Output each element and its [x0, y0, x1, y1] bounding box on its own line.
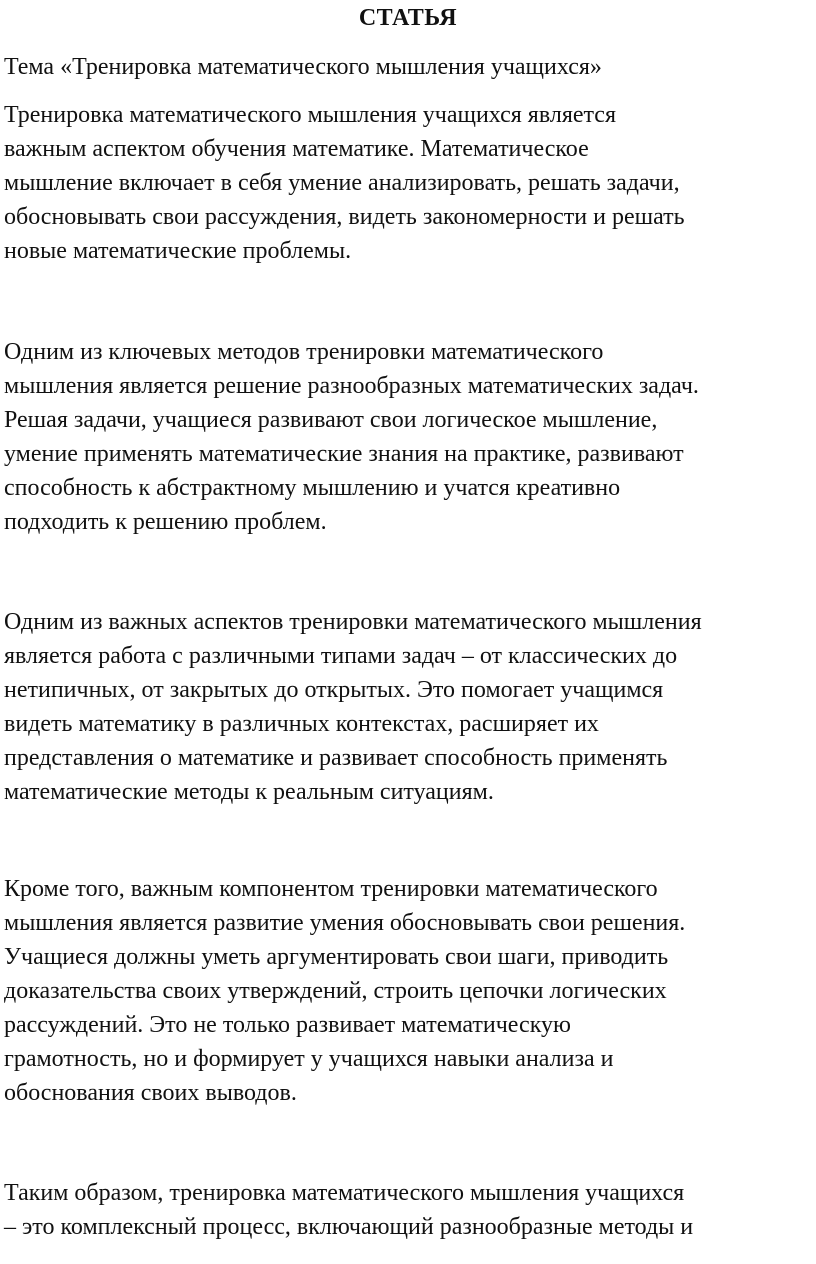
paragraph-line: представления о математике и развивает способность применять — [4, 745, 668, 771]
paragraph-line: Решая задачи, учащиеся развивают свои логическое мышление, — [4, 407, 658, 433]
document-title: СТАТЬЯ — [358, 5, 458, 31]
paragraph-5 — [4, 1176, 816, 1244]
paragraph-4 — [4, 872, 816, 1110]
paragraph-line: Учащиеся должны уметь аргументировать свои шаги, приводить — [4, 944, 669, 970]
paragraph-line: грамотность, но и формирует у учащихся навыки анализа и — [4, 1046, 614, 1072]
paragraph-line: Кроме того, важным компонентом тренировки математического — [4, 876, 658, 902]
paragraph-line: – это комплексный процесс, включающий разнообразные методы и — [4, 1214, 694, 1240]
paragraph-line: является работа с различными типами задач – от классических до — [4, 643, 678, 669]
paragraph-line: Одним из важных аспектов тренировки математического мышления — [4, 609, 702, 635]
paragraph-1 — [4, 98, 816, 268]
paragraph-line: подходить к решению проблем. — [4, 509, 327, 535]
paragraph-line: Тренировка математического мышления учащихся является — [4, 102, 616, 128]
paragraph-line: новые математические проблемы. — [4, 238, 352, 264]
paragraph-2 — [4, 335, 816, 539]
paragraph-3 — [4, 605, 816, 809]
document-topic: Тема «Тренировка математического мышления учащихся» — [4, 54, 602, 80]
paragraph-line: доказательства своих утверждений, строить цепочки логических — [4, 978, 667, 1004]
paragraph-line: обосновывать свои рассуждения, видеть закономерности и решать — [4, 204, 685, 230]
paragraph-line: важным аспектом обучения математике. Математическое — [4, 136, 589, 162]
paragraph-line: мышление включает в себя умение анализировать, решать задачи, — [4, 170, 680, 196]
paragraph-line: Таким образом, тренировка математического мышления учащихся — [4, 1180, 685, 1206]
paragraph-line: видеть математику в различных контекстах, расширяет их — [4, 711, 599, 737]
paragraph-line: мышления является решение разнообразных математических задач. — [4, 373, 699, 399]
paragraph-line: математические методы к реальным ситуациям. — [4, 779, 494, 805]
paragraph-line: рассуждений. Это не только развивает математическую — [4, 1012, 571, 1038]
paragraph-line: способность к абстрактному мышлению и учатся креативно — [4, 475, 621, 501]
paragraph-line: мышления является развитие умения обосновывать свои решения. — [4, 910, 686, 936]
paragraph-line: обоснования своих выводов. — [4, 1080, 297, 1106]
paragraph-line: нетипичных, от закрытых до открытых. Это помогает учащимся — [4, 677, 664, 703]
paragraph-line: умение применять математические знания на практике, развивают — [4, 441, 684, 467]
paragraph-line: Одним из ключевых методов тренировки математического — [4, 339, 604, 365]
